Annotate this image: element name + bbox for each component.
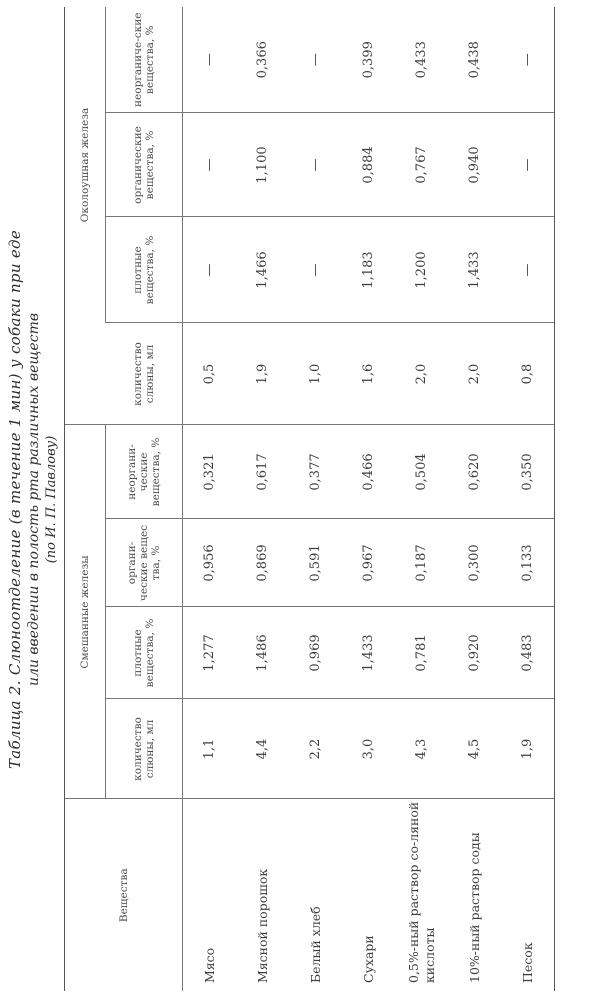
mixed-inorganic-header: неоргани-ческие вещества, %: [106, 425, 183, 519]
parotid-inorganic-header: неорганиче-ские вещества, %: [106, 7, 183, 113]
cell: 0,781: [395, 607, 448, 699]
substance-name: 10%-ный раствор соды: [466, 832, 482, 983]
table-row: [236, 7, 289, 991]
table-row: [183, 7, 237, 991]
cell: 1,0: [289, 323, 342, 425]
substance-name: 0,5%-ный раствор со-ляной кислоты: [405, 801, 437, 983]
cell: 0,940: [448, 113, 501, 217]
cell: 0,767: [395, 113, 448, 217]
substance-header: Вещества: [65, 799, 183, 991]
table-row: [448, 7, 501, 991]
substance-name: Песок: [501, 799, 555, 991]
cell: 1,486: [236, 607, 289, 699]
cell: 1,6: [342, 323, 395, 425]
mixed-qty-header: количество слюны, мл: [106, 699, 183, 799]
cell: 0,884: [342, 113, 395, 217]
cell: 1,9: [501, 699, 555, 799]
cell: 0,350: [501, 425, 555, 519]
cell: 4,3: [395, 699, 448, 799]
cell: 0,466: [342, 425, 395, 519]
cell: 4,5: [448, 699, 501, 799]
cell: 1,277: [183, 607, 237, 699]
cell: 0,504: [395, 425, 448, 519]
cell: —: [501, 217, 555, 323]
cell: 0,438: [448, 7, 501, 113]
cell: 0,969: [289, 607, 342, 699]
cell: 0,869: [236, 519, 289, 607]
substance-name: Белый хлеб: [307, 906, 323, 983]
cell: —: [289, 217, 342, 323]
cell: 0,377: [289, 425, 342, 519]
parotid-gland-header: Околоушная железа: [65, 7, 106, 323]
cell: 0,617: [236, 425, 289, 519]
parotid-dense-header: плотные вещества, %: [106, 217, 183, 323]
cell: 1,433: [342, 607, 395, 699]
cell: 0,300: [448, 519, 501, 607]
cell: 0,433: [395, 7, 448, 113]
table-row: [395, 7, 448, 991]
cell: —: [289, 113, 342, 217]
table-row: [289, 7, 342, 991]
cell: 0,187: [395, 519, 448, 607]
cell: 0,321: [183, 425, 237, 519]
cell: 0,5: [183, 323, 237, 425]
table-caption-line-2: или введении в полость рта различных веществ: [26, 313, 42, 687]
cell: 1,100: [236, 113, 289, 217]
cell: 0,967: [342, 519, 395, 607]
substance-name: Мясной порошок: [254, 868, 270, 983]
cell: —: [183, 113, 237, 217]
parotid-spacer-header: [65, 323, 106, 425]
cell: —: [501, 7, 555, 113]
mixed-organic-header: органи-ческие вещес тва, %: [106, 519, 183, 607]
cell: 3,0: [342, 699, 395, 799]
cell: 0,591: [289, 519, 342, 607]
cell: —: [183, 217, 237, 323]
cell: 1,433: [448, 217, 501, 323]
cell: 1,1: [183, 699, 237, 799]
cell: 0,8: [501, 323, 555, 425]
cell: —: [289, 7, 342, 113]
cell: 2,0: [395, 323, 448, 425]
cell: 0,620: [448, 425, 501, 519]
table-row: [342, 7, 395, 991]
cell: 1,200: [395, 217, 448, 323]
parotid-organic-header: органические вещества, %: [106, 113, 183, 217]
cell: —: [501, 113, 555, 217]
mixed-glands-header: Смешанные железы: [65, 425, 106, 799]
table-caption-line-3: (по И. П. Павлову): [44, 435, 59, 564]
cell: 0,399: [342, 7, 395, 113]
cell: 0,133: [501, 519, 555, 607]
cell: 0,483: [501, 607, 555, 699]
cell: 2,2: [289, 699, 342, 799]
cell: 2,0: [448, 323, 501, 425]
cell: 0,956: [183, 519, 237, 607]
substance-name: Мясо: [201, 947, 217, 983]
table-row: [501, 7, 555, 991]
parotid-qty-header: количество слюны, мл: [106, 323, 183, 425]
mixed-dense-header: плотные вещества, %: [106, 607, 183, 699]
salivation-table: [64, 7, 555, 991]
cell: 1,9: [236, 323, 289, 425]
table-caption-line-1: Таблица 2. Слюноотделение (в течение 1 мин) у собаки при еде: [6, 229, 24, 770]
substance-name: Сухари: [360, 935, 376, 983]
cell: 4,4: [236, 699, 289, 799]
cell: 0,366: [236, 7, 289, 113]
cell: —: [183, 7, 237, 113]
cell: 1,183: [342, 217, 395, 323]
cell: 0,920: [448, 607, 501, 699]
cell: 1,466: [236, 217, 289, 323]
